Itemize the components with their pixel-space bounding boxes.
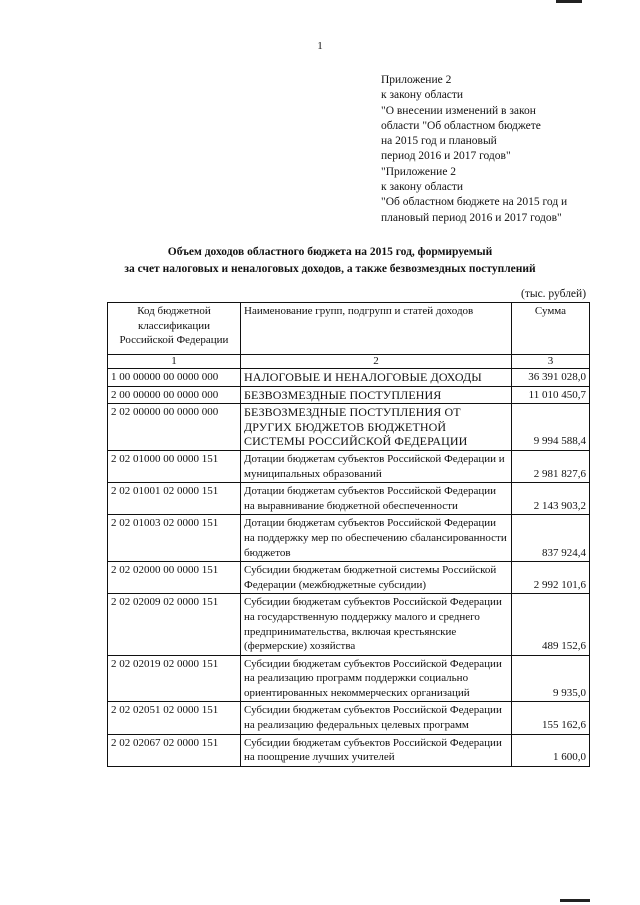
table-row [108,655,590,702]
row-name: Дотации бюджетам субъектов Российской Федерации и муниципальных образований [241,450,512,482]
appendix-note [381,73,631,226]
appendix-note-line: период 2016 и 2017 годов" [381,150,511,163]
appendix-note-line: на 2015 год и плановый [381,135,497,148]
row-name: Субсидии бюджетам бюджетной системы Российской Федерации (межбюджетные субсидии) [241,562,512,594]
row-amount: 2 992 101,6 [512,562,590,594]
row-name: Субсидии бюджетам субъектов Российской Федерации на реализацию федеральных целевых программ [241,702,512,734]
row-amount: 2 981 827,6 [512,450,590,482]
appendix-note-line: к закону области [381,181,464,194]
row-amount: 9 935,0 [512,655,590,702]
appendix-note-line: области "Об областном бюджете [381,119,541,132]
table-row [108,562,590,594]
revenue-table [107,302,590,767]
row-amount: 1 600,0 [512,734,590,766]
row-name: БЕЗВОЗМЕЗДНЫЕ ПОСТУПЛЕНИЯ ОТ ДРУГИХ БЮДЖЕТОВ БЮДЖЕТНОЙ СИСТЕМЫ РОССИЙСКОЙ ФЕДЕРАЦИИ [241,404,512,451]
document-title [60,244,600,278]
table-row [108,734,590,766]
appendix-note-line: Приложение 2 [381,74,452,86]
row-name: Субсидии бюджетам субъектов Российской Федерации на государственную поддержку малого и среднего предпринимательства, включая крестьянские (фермерские) хозяйства [241,594,512,655]
column-number: 1 [108,355,241,369]
header-amount: Сумма [512,303,590,355]
page-number: 1 [317,40,323,52]
row-amount: 36 391 028,0 [512,369,590,387]
table-row [108,515,590,562]
row-name: БЕЗВОЗМЕЗДНЫЕ ПОСТУПЛЕНИЯ [241,386,512,404]
row-amount: 2 143 903,2 [512,483,590,515]
table-row [108,594,590,655]
appendix-note-line: "Об областном бюджете на 2015 год и [381,196,568,209]
column-number: 3 [512,355,590,369]
row-code: 2 00 00000 00 0000 000 [108,386,241,404]
row-code: 2 02 02009 02 0000 151 [108,594,241,655]
table-header-row [108,303,590,355]
document-title-line-2: за счет налоговых и неналоговых доходов, а также безвозмездных поступлений [124,263,536,275]
row-name: Субсидии бюджетам субъектов Российской Федерации на поощрение лучших учителей [241,734,512,766]
table-row [108,702,590,734]
units-label: (тыс. рублей) [521,288,587,300]
appendix-note-line: "О внесении изменений в закон [381,104,536,117]
row-name: Дотации бюджетам субъектов Российской Федерации на поддержку мер по обеспечению сбалансированности бюджетов [241,515,512,562]
row-code: 2 02 00000 00 0000 000 [108,404,241,451]
row-code: 2 02 02019 02 0000 151 [108,655,241,702]
header-name: Наименование групп, подгрупп и статей доходов [241,303,512,355]
row-code: 2 02 01001 02 0000 151 [108,483,241,515]
table-row [108,404,590,451]
scan-mark-top [556,0,582,3]
table-row [108,386,590,404]
row-code: 2 02 02000 00 0000 151 [108,562,241,594]
row-name: НАЛОГОВЫЕ И НЕНАЛОГОВЫЕ ДОХОДЫ [241,369,512,387]
row-amount: 837 924,4 [512,515,590,562]
row-name: Дотации бюджетам субъектов Российской Федерации на выравнивание бюджетной обеспеченности [241,483,512,515]
row-amount: 9 994 588,4 [512,404,590,451]
row-name: Субсидии бюджетам субъектов Российской Федерации на реализацию программ поддержки социально ориентированных некоммерческих организаций [241,655,512,702]
table-row [108,369,590,387]
header-code: Код бюджетной классификации Российской Федерации [108,303,241,355]
row-code: 2 02 01003 02 0000 151 [108,515,241,562]
appendix-note-line: "Приложение 2 [381,165,457,178]
row-amount: 155 162,6 [512,702,590,734]
column-number: 2 [241,355,512,369]
row-code: 2 02 02051 02 0000 151 [108,702,241,734]
appendix-note-line: плановый период 2016 и 2017 годов" [381,211,562,224]
column-numbers-row [108,355,590,369]
scan-mark-bottom [560,899,590,902]
row-code: 2 02 01000 00 0000 151 [108,450,241,482]
row-amount: 11 010 450,7 [512,386,590,404]
document-title-line-1: Объем доходов областного бюджета на 2015 год, формируемый [167,246,493,258]
appendix-note-line: к закону области [381,89,464,102]
row-code: 1 00 00000 00 0000 000 [108,369,241,387]
table-row [108,450,590,482]
row-amount: 489 152,6 [512,594,590,655]
table-row [108,483,590,515]
row-code: 2 02 02067 02 0000 151 [108,734,241,766]
